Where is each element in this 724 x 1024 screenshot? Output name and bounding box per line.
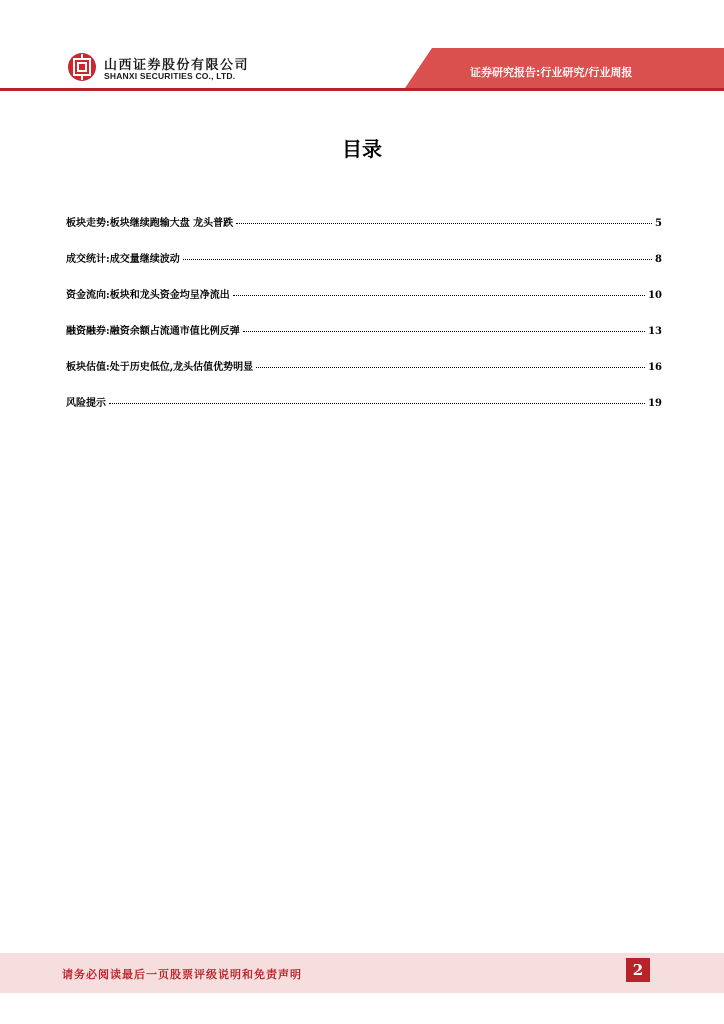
toc-entry-page: 13 bbox=[648, 326, 662, 337]
company-name-cn: 山西证券股份有限公司 bbox=[104, 58, 250, 73]
toc-entry-risk-warning[interactable] bbox=[66, 394, 662, 430]
table-of-contents bbox=[66, 214, 662, 430]
page-number: 2 bbox=[626, 958, 650, 982]
footer-disclaimer: 请务必阅读最后一页股票评级说明和免责声明 bbox=[62, 968, 302, 981]
toc-leader bbox=[256, 367, 645, 368]
toc-entry-text: 板块走势:板块继续跑输大盘 龙头普跌 bbox=[66, 218, 234, 229]
toc-leader bbox=[233, 295, 645, 296]
toc-entry-text: 资金流向:板块和龙头资金均呈净流出 bbox=[66, 290, 230, 301]
toc-leader bbox=[183, 259, 652, 260]
toc-entry-valuation[interactable] bbox=[66, 358, 662, 394]
toc-entry-sector-trend[interactable] bbox=[66, 214, 662, 250]
company-name-en: SHANXI SECURITIES CO., LTD. bbox=[104, 71, 236, 81]
page-header bbox=[0, 0, 724, 100]
toc-entry-volume-stats[interactable] bbox=[66, 250, 662, 286]
company-logo-icon bbox=[67, 52, 97, 82]
toc-entry-text: 成交统计:成交量继续波动 bbox=[66, 254, 180, 265]
toc-entry-text: 风险提示 bbox=[66, 398, 106, 409]
toc-entry-capital-flow[interactable] bbox=[66, 286, 662, 322]
toc-entry-page: 8 bbox=[655, 254, 662, 265]
toc-entry-text: 板块估值:处于历史低位,龙头估值优势明显 bbox=[66, 362, 254, 373]
toc-entry-page: 10 bbox=[648, 290, 662, 301]
toc-entry-page: 16 bbox=[648, 362, 662, 373]
toc-leader bbox=[109, 403, 645, 404]
toc-entry-page: 19 bbox=[648, 398, 662, 409]
toc-leader bbox=[243, 331, 645, 332]
toc-entry-text: 融资融券:融资余额占流通市值比例反弹 bbox=[66, 326, 240, 337]
toc-title: 目录 bbox=[342, 137, 382, 161]
toc-leader bbox=[236, 223, 652, 224]
toc-entry-page: 5 bbox=[655, 218, 662, 229]
report-type-label: 证券研究报告:行业研究/行业周报 bbox=[470, 66, 633, 79]
header-rule bbox=[0, 88, 724, 91]
toc-entry-margin-trading[interactable] bbox=[66, 322, 662, 358]
